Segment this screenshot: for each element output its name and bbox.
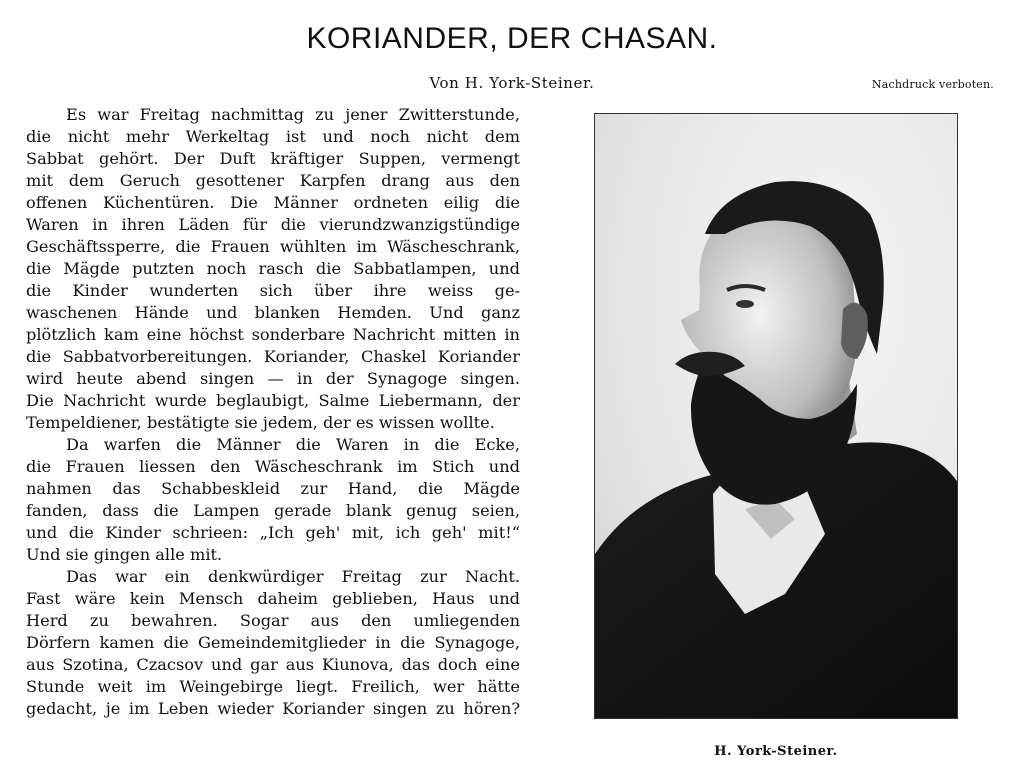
text-line: plötzlich kam eine höchst sonderbare Nachricht mitten in — [26, 325, 520, 344]
text-line: aus Szotina, Czacsov und gar aus Kiunova, das doch eine — [26, 655, 520, 674]
text-line: und die Kinder schrieen: „Ich geh' mit, ich geh' mit!“ — [26, 523, 520, 542]
text-line: Und sie gingen alle mit. — [26, 545, 223, 564]
text-line: Dörfern kamen die Gemeindemitglieder in die Synagoge, — [26, 633, 520, 652]
text-line: mit dem Geruch gesottener Karpfen drang aus den — [26, 171, 520, 190]
text-line: nahmen das Schabbeskleid zur Hand, die Mägde — [26, 479, 520, 498]
text-line: die nicht mehr Werkeltag ist und noch nicht dem — [26, 127, 520, 146]
text-line: Das war ein denkwürdiger Freitag zur Nacht. — [66, 567, 520, 586]
portrait-caption: H. York-Steiner. — [714, 744, 838, 759]
text-line: fanden, dass die Lampen gerade blank genug seien, — [26, 501, 520, 520]
article-title: KORIANDER, DER CHASAN. — [306, 22, 718, 55]
text-line: die Sabbatvorbereitungen. Koriander, Chaskel Koriander — [26, 347, 520, 366]
eye — [736, 300, 754, 308]
text-line: offenen Küchentüren. Die Männer ordneten eilig die — [26, 193, 520, 212]
text-line: die Kinder wunderten sich über ihre weiss ge- — [26, 281, 520, 300]
text-line: Da warfen die Männer die Waren in die Ecke, — [66, 435, 520, 454]
text-line: Es war Freitag nachmittag zu jener Zwitterstunde, — [66, 105, 520, 124]
text-line: Geschäftssperre, die Frauen wühlten im Wäscheschrank, — [26, 237, 520, 256]
portrait-frame — [594, 113, 958, 719]
text-line: Fast wäre kein Mensch daheim geblieben, Haus und — [26, 589, 520, 608]
article-body — [26, 104, 520, 720]
text-line: gedacht, je im Leben wieder Koriander singen zu hören? — [26, 699, 520, 718]
text-line: Sabbat gehört. Der Duft kräftiger Suppen, vermengt — [26, 149, 520, 168]
portrait-image — [595, 114, 958, 719]
text-line: Die Nachricht wurde beglaubigt, Salme Liebermann, der — [26, 391, 520, 410]
byline: Von H. York-Steiner. — [429, 74, 595, 92]
reprint-notice: Nachdruck verboten. — [871, 78, 994, 91]
text-line: Stunde weit im Weingebirge liegt. Freilich, wer hätte — [26, 677, 520, 696]
text-line: Tempeldiener, bestätigte sie jedem, der es wissen wollte. — [26, 413, 495, 432]
text-line: Herd zu bewahren. Sogar aus den umliegenden — [26, 611, 520, 630]
text-line: die Frauen liessen den Wäscheschrank im Stich und — [26, 457, 520, 476]
text-line: Waren in ihren Läden für die vierundzwanzigstündige — [26, 215, 520, 234]
text-line: wird heute abend singen — in der Synagoge singen. — [26, 369, 520, 388]
text-line: die Mägde putzten noch rasch die Sabbatlampen, und — [26, 259, 520, 278]
text-line: waschenen Hände und blanken Hemden. Und ganz — [26, 303, 520, 322]
